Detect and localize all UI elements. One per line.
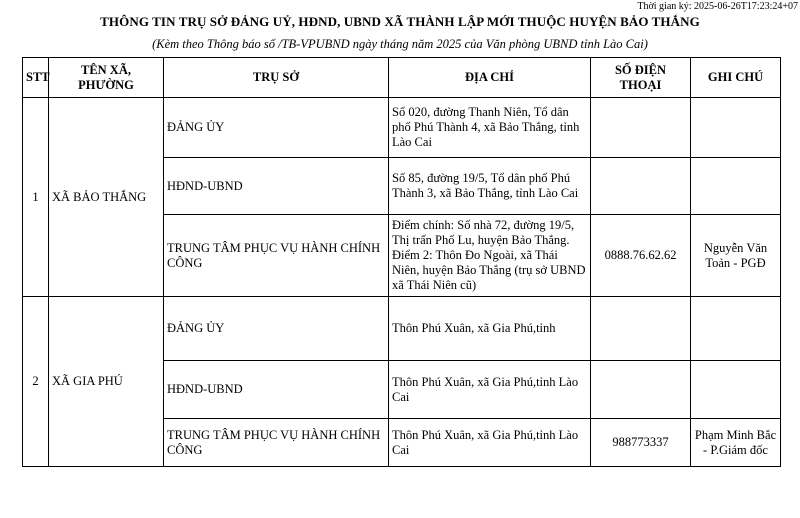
stt-cell: 1 <box>23 98 49 297</box>
header-tru-so: TRỤ SỞ <box>164 58 389 98</box>
address-line: Điểm chính: Số nhà 72, đường 19/5, Thị trấn Phố Lu, huyện Bảo Thắng. <box>392 218 575 247</box>
header-ten-xa: TÊN XÃ, PHƯỜNG <box>49 58 164 98</box>
office-cell: TRUNG TÂM PHỤC VỤ HÀNH CHÍNH CÔNG <box>164 215 389 297</box>
phone-cell: 0888.76.62.62 <box>591 215 691 297</box>
document-subtitle: (Kèm theo Thông báo số /TB-VPUBND ngày tháng năm 2025 của Văn phòng UBND tỉnh Lào Cai) <box>152 37 648 51</box>
address-cell <box>389 215 591 297</box>
phone-cell: 988773337 <box>591 419 691 467</box>
note-cell: Nguyễn Văn Toản - PGĐ <box>691 215 781 297</box>
phone-cell <box>591 158 691 215</box>
office-cell: HĐND-UBND <box>164 158 389 215</box>
note-cell <box>691 361 781 419</box>
document-title: THÔNG TIN TRỤ SỞ ĐẢNG UỶ, HĐND, UBND XÃ THÀNH LẬP MỚI THUỘC HUYỆN BẢO THẮNG <box>100 14 700 29</box>
address-cell: Thôn Phú Xuân, xã Gia Phú,tỉnh Lào Cai <box>389 419 591 467</box>
address-cell: Số 020, đường Thanh Niên, Tổ dân phố Phú Thành 4, xã Bảo Thắng, tỉnh Lào Cai <box>389 98 591 158</box>
header-so-dien-thoai: SỐ ĐIỆN THOẠI <box>591 58 691 98</box>
address-cell: Thôn Phú Xuân, xã Gia Phú,tỉnh Lào Cai <box>389 361 591 419</box>
note-cell <box>691 98 781 158</box>
header-dia-chi: ĐỊA CHỈ <box>389 58 591 98</box>
commune-name-cell: XÃ BẢO THẮNG <box>49 98 164 297</box>
office-cell: TRUNG TÂM PHỤC VỤ HÀNH CHÍNH CÔNG <box>164 419 389 467</box>
office-cell: ĐẢNG ỦY <box>164 98 389 158</box>
phone-cell <box>591 297 691 361</box>
address-cell: Thôn Phú Xuân, xã Gia Phú,tỉnh <box>389 297 591 361</box>
office-cell: ĐẢNG ỦY <box>164 297 389 361</box>
note-cell: Phạm Minh Bắc - P.Giám đốc <box>691 419 781 467</box>
table-row <box>23 297 781 361</box>
signature-timestamp: Thời gian ký: 2025-06-26T17:23:24+07 <box>637 1 798 12</box>
table-row <box>23 98 781 158</box>
header-stt: STT <box>23 58 49 98</box>
note-cell <box>691 158 781 215</box>
address-cell: Số 85, đường 19/5, Tổ dân phố Phú Thành 3, xã Bảo Thắng, tỉnh Lào Cai <box>389 158 591 215</box>
address-line: Điểm 2: Thôn Đo Ngoài, xã Thái Niên, huyện Bảo Thắng (trụ sở UBND xã Thái Niên cũ) <box>392 248 586 292</box>
office-cell: HĐND-UBND <box>164 361 389 419</box>
phone-cell <box>591 361 691 419</box>
commune-name-cell: XÃ GIA PHÚ <box>49 297 164 467</box>
header-ghi-chu: GHI CHÚ <box>691 58 781 98</box>
stt-cell: 2 <box>23 297 49 467</box>
phone-cell <box>591 98 691 158</box>
headquarters-table <box>22 57 781 467</box>
table-header-row <box>23 58 781 98</box>
note-cell <box>691 297 781 361</box>
